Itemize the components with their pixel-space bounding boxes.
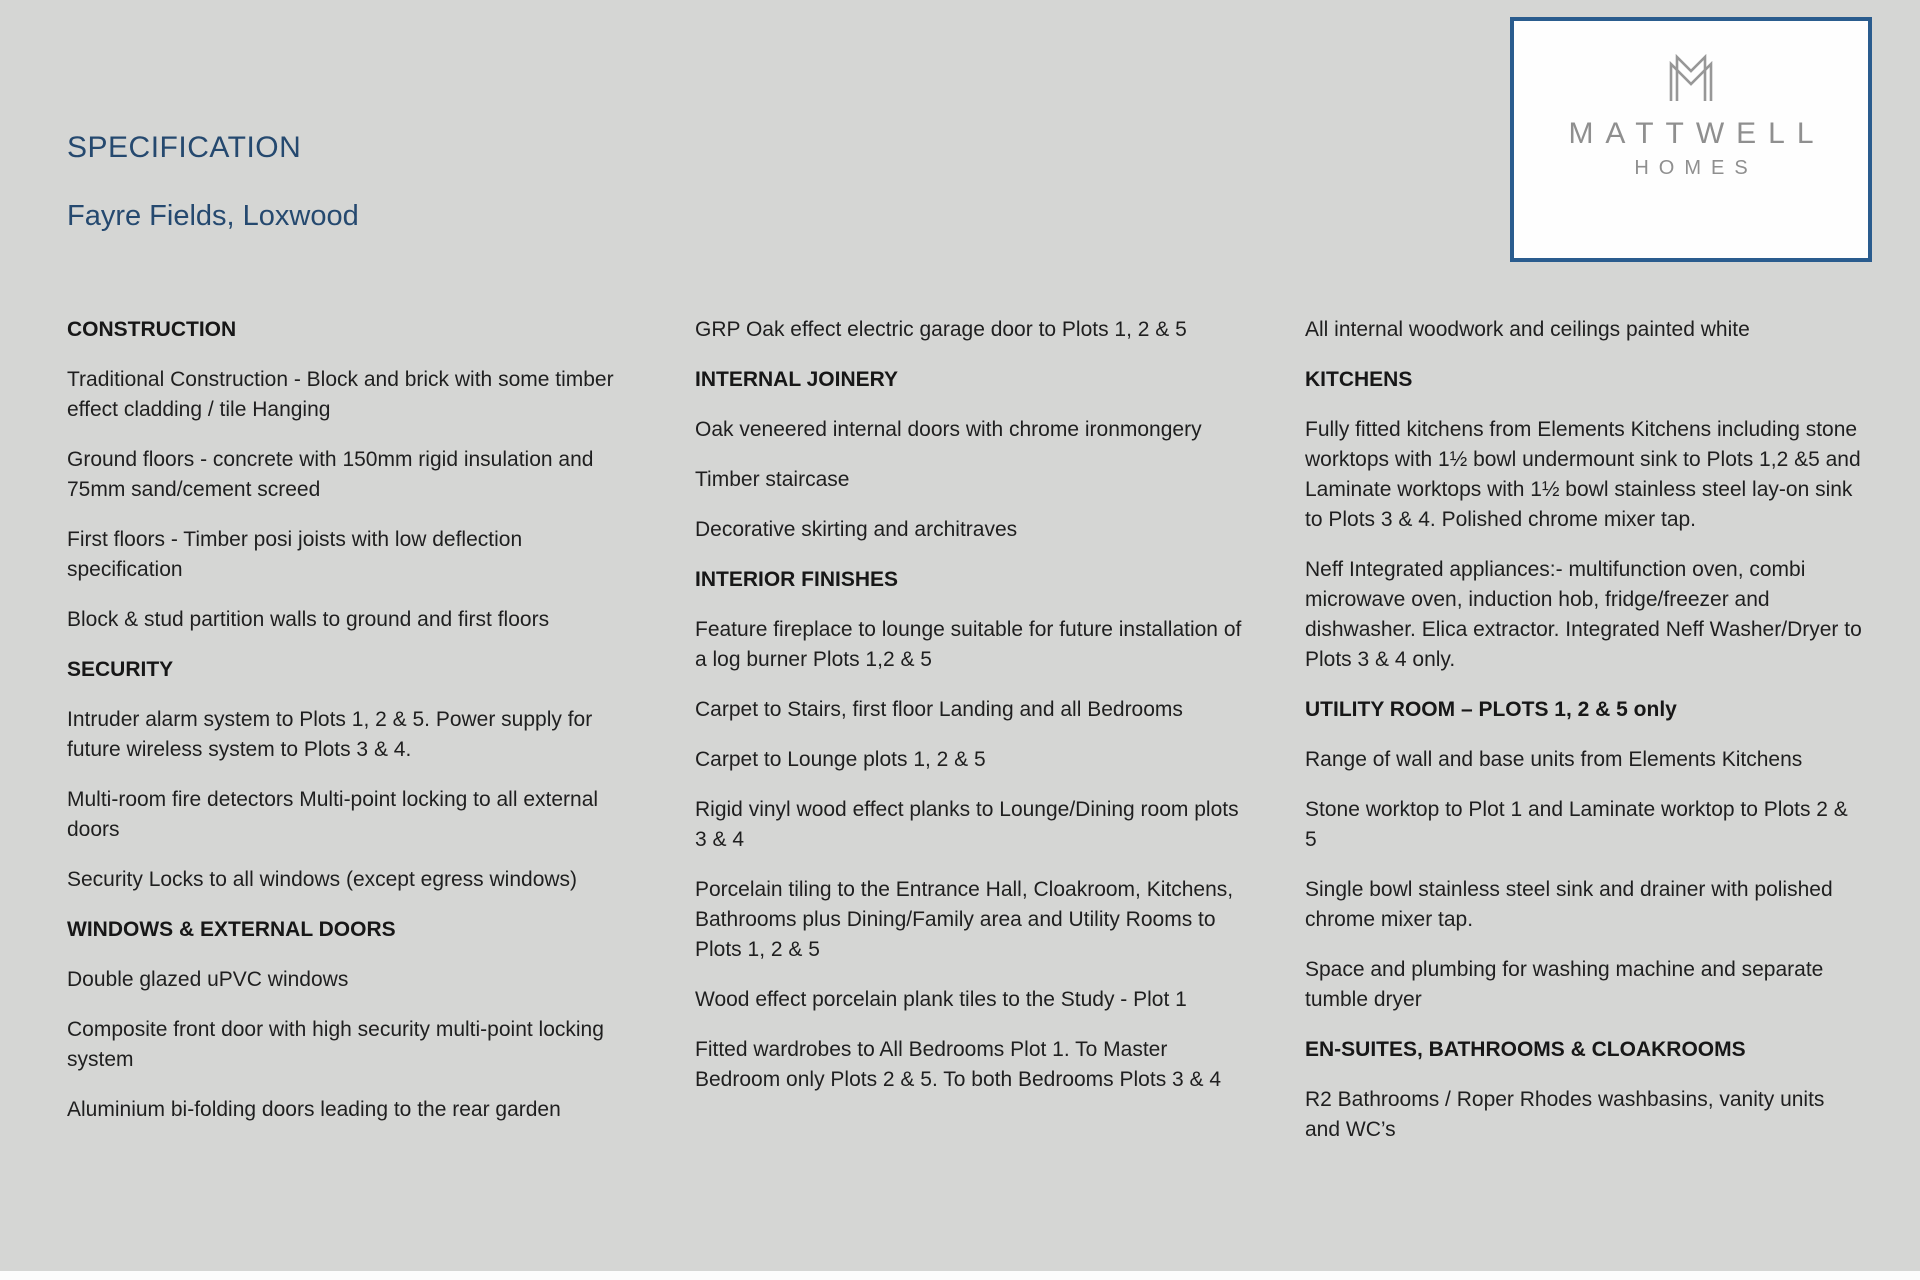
spec-columns [67,315,1865,1165]
spec-paragraph: Ground floors - concrete with 150mm rigid insulation and 75mm sand/cement screed [67,448,594,501]
spec-column-1 [67,315,627,1165]
spec-paragraph: Carpet to Lounge plots 1, 2 & 5 [695,748,986,771]
spec-paragraph: Decorative skirting and architraves [695,518,1018,541]
spec-paragraph: Oak veneered internal doors with chrome ironmongery [695,418,1202,441]
section-heading: EN-SUITES, BATHROOMS & CLOAKROOMS [1305,1038,1746,1061]
section-heading: INTERIOR FINISHES [695,568,899,591]
spec-paragraph: Intruder alarm system to Plots 1, 2 & 5. Power supply for future wireless system to Plots 3 & 4. [67,708,593,761]
spec-paragraph: Range of wall and base units from Elements Kitchens [1305,748,1803,771]
page-bottom-strip [0,1271,1920,1280]
spec-paragraph: Double glazed uPVC windows [67,968,349,991]
spec-paragraph: Feature fireplace to lounge suitable for future installation of a log burner Plots 1,2 & 5 [695,618,1242,671]
spec-paragraph: Timber staircase [695,468,850,491]
spec-paragraph: Security Locks to all windows (except egress windows) [67,868,578,891]
spec-paragraph: R2 Bathrooms / Roper Rhodes washbasins, vanity units and WC’s [1305,1088,1825,1141]
page-title: SPECIFICATION [67,131,302,164]
spec-paragraph: Fitted wardrobes to All Bedrooms Plot 1. To Master Bedroom only Plots 2 & 5. To both Bedrooms Plots 3 & 4 [695,1038,1222,1091]
spec-paragraph: Multi-room fire detectors Multi-point locking to all external doors [67,788,599,841]
mattwell-logo [1510,17,1872,262]
logo-brand-name: MATTWELL [1568,117,1826,150]
spec-paragraph: Fully fitted kitchens from Elements Kitchens including stone worktops with 1½ bowl undermount sink to Plots 1,2 &5 and Laminate worktops with 1½ bowl stainless steel lay-on sink to Plots 3 & 4. Polished chrome mixer tap. [1305,418,1861,531]
spec-paragraph: Stone worktop to Plot 1 and Laminate worktop to Plots 2 & 5 [1305,798,1848,851]
mattwell-monogram-icon [1660,51,1722,103]
spec-column-3 [1305,315,1865,1165]
spec-paragraph: Rigid vinyl wood effect planks to Lounge/Dining room plots 3 & 4 [695,798,1239,851]
spec-paragraph: Traditional Construction - Block and brick with some timber effect cladding / tile Hanging [67,368,614,421]
spec-paragraph: Space and plumbing for washing machine and separate tumble dryer [1305,958,1824,1011]
spec-paragraph: GRP Oak effect electric garage door to Plots 1, 2 & 5 [695,318,1187,341]
spec-paragraph: Block & stud partition walls to ground and first floors [67,608,550,631]
spec-paragraph: Composite front door with high security multi-point locking system [67,1018,604,1071]
page-header [67,130,359,234]
logo-tagline: HOMES [1634,157,1758,179]
spec-paragraph: Carpet to Stairs, first floor Landing and all Bedrooms [695,698,1183,721]
spec-paragraph: Porcelain tiling to the Entrance Hall, Cloakroom, Kitchens, Bathrooms plus Dining/Family area and Utility Rooms to Plots 1, 2 & 5 [695,878,1234,961]
page-subtitle: Fayre Fields, Loxwood [67,200,359,232]
section-heading: CONSTRUCTION [67,318,237,341]
spec-column-2 [695,315,1255,1165]
spec-paragraph: Aluminium bi-folding doors leading to the rear garden [67,1098,561,1121]
spec-paragraph: All internal woodwork and ceilings painted white [1305,318,1750,341]
spec-paragraph: First floors - Timber posi joists with low deflection specification [67,528,523,581]
section-heading: INTERNAL JOINERY [695,368,899,391]
section-heading: WINDOWS & EXTERNAL DOORS [67,918,396,941]
section-heading: SECURITY [67,658,174,681]
section-heading: UTILITY ROOM – PLOTS 1, 2 & 5 only [1305,698,1677,721]
spec-paragraph: Single bowl stainless steel sink and drainer with polished chrome mixer tap. [1305,878,1833,931]
spec-paragraph: Neff Integrated appliances:- multifunction oven, combi microwave oven, induction hob, fridge/freezer and dishwasher. Elica extractor. Integrated Neff Washer/Dryer to Plots 3 & 4 only. [1305,558,1862,671]
spec-paragraph: Wood effect porcelain plank tiles to the Study - Plot 1 [695,988,1187,1011]
section-heading: KITCHENS [1305,368,1413,391]
